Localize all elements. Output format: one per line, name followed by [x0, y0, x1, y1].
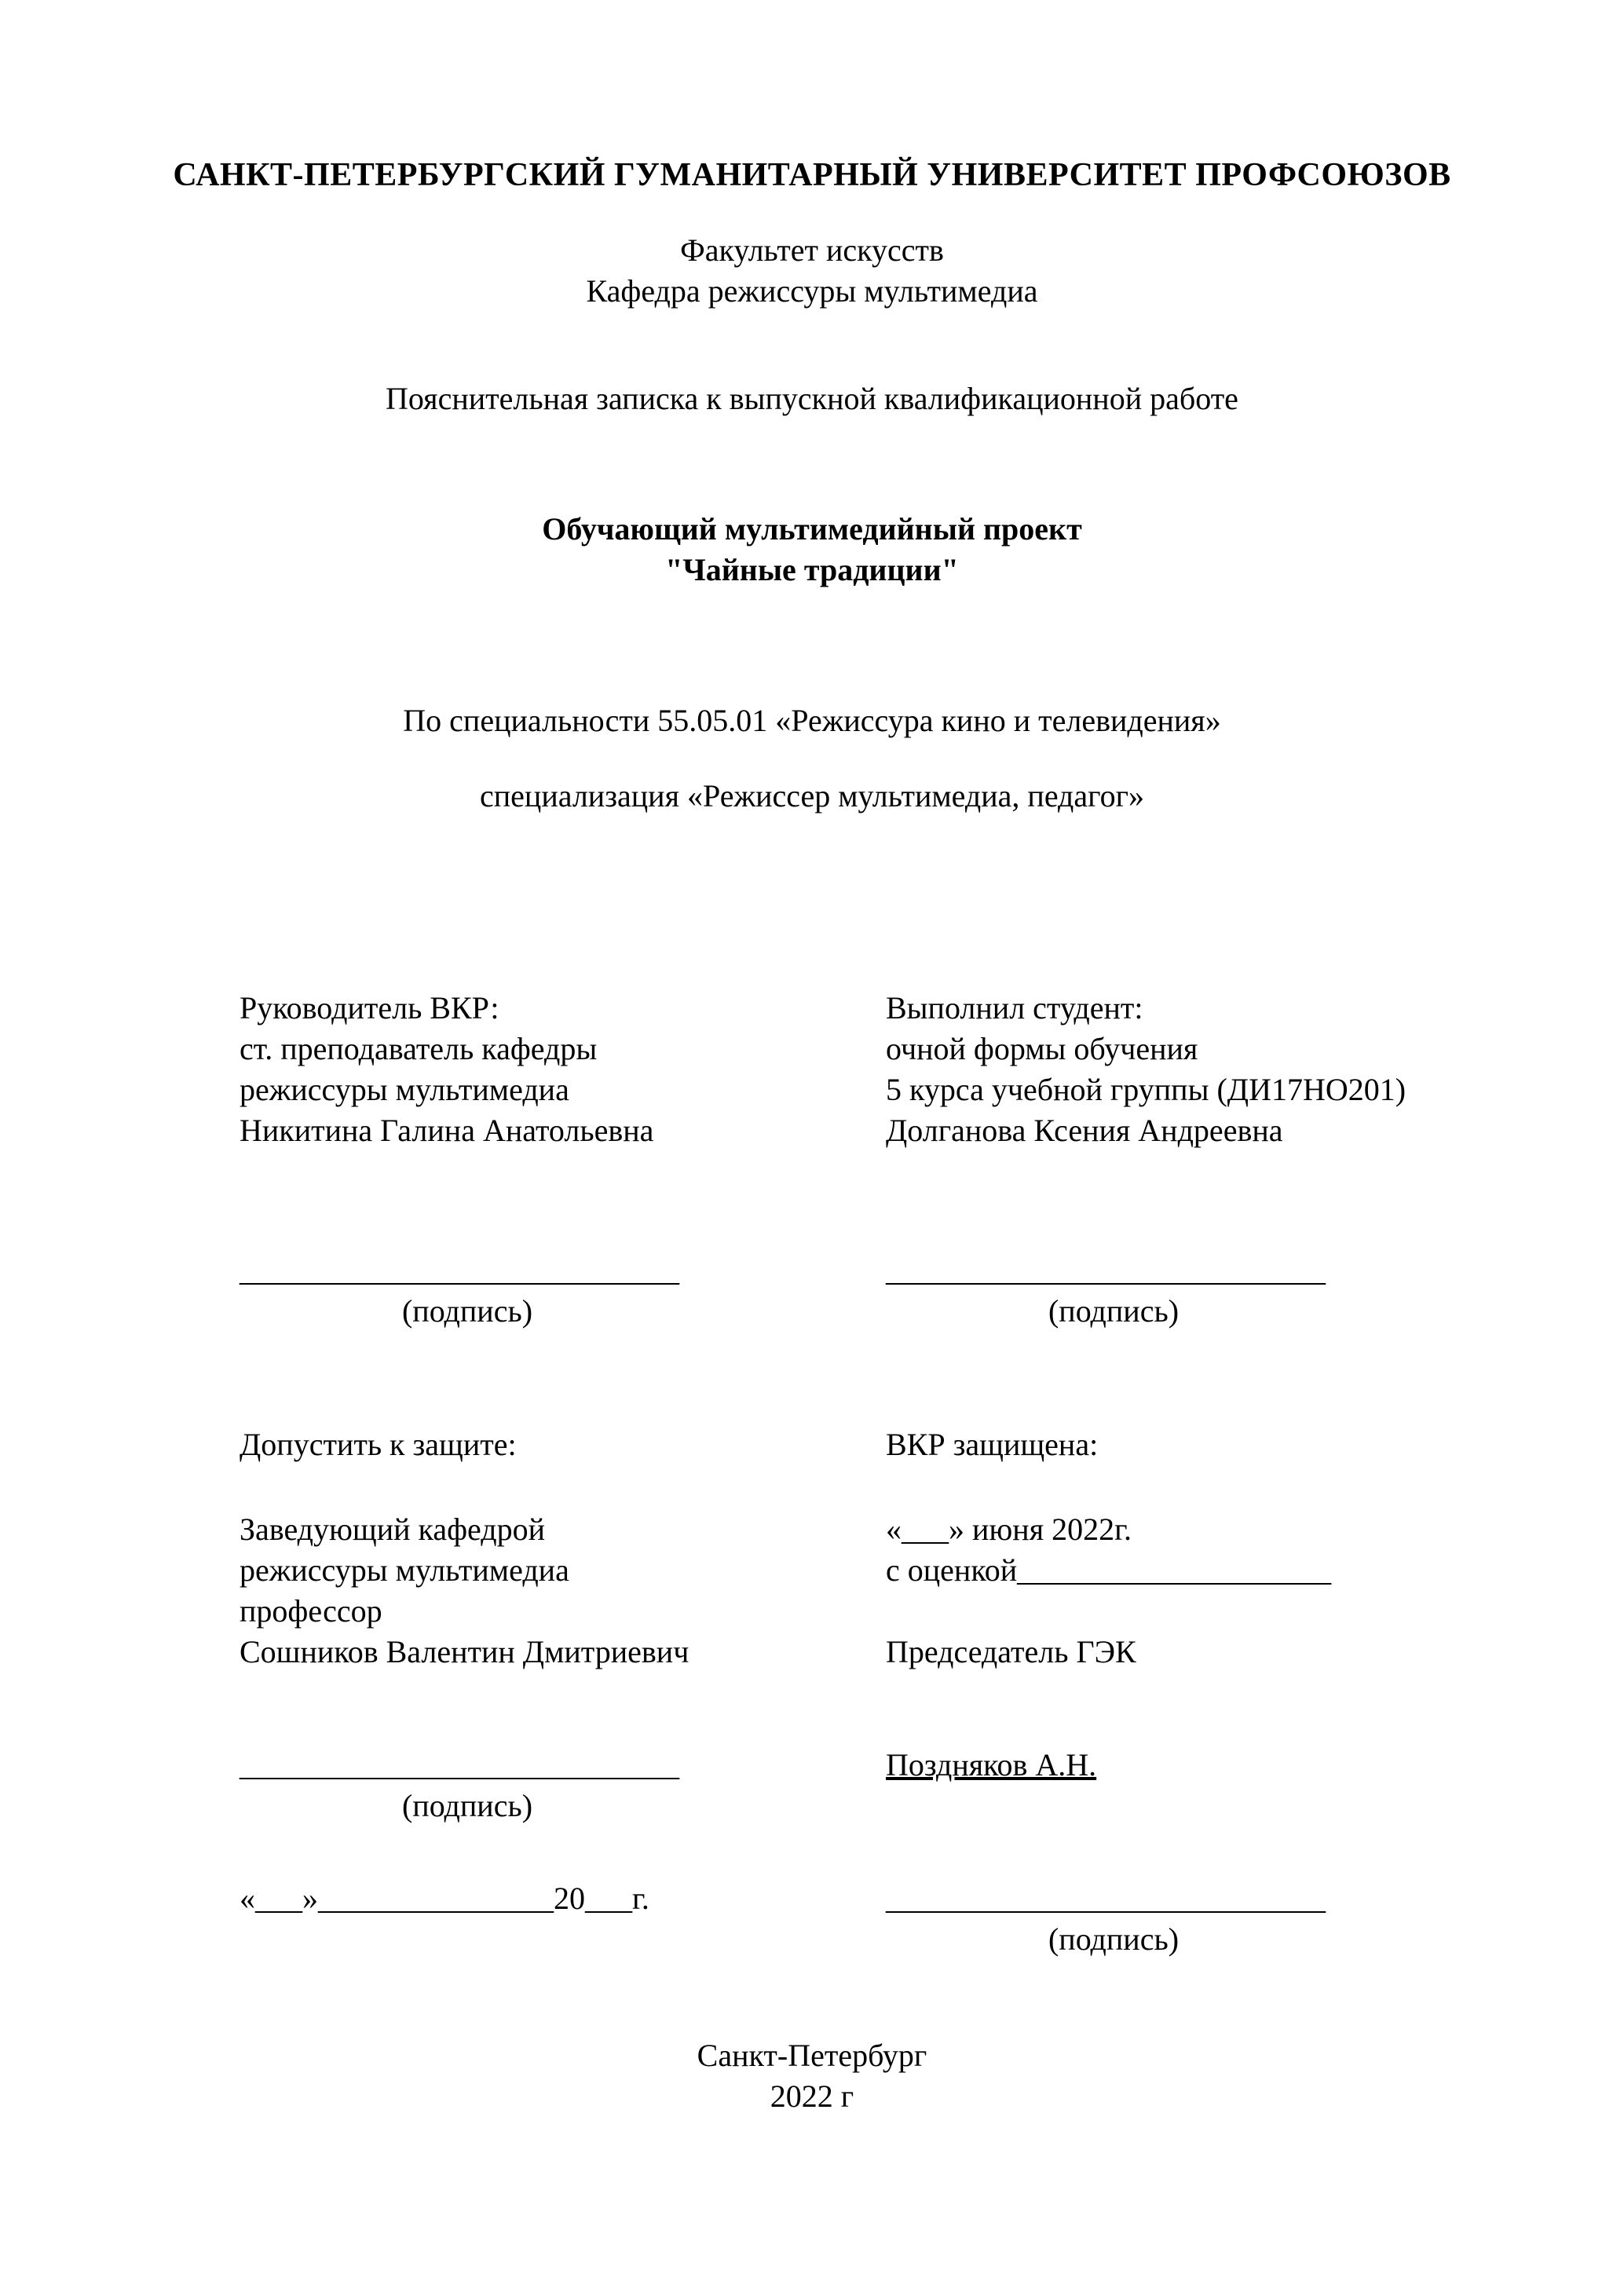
admission-heading: Допустить к защите: [240, 1427, 517, 1462]
university-name: САНКТ-ПЕТЕРБУРГСКИЙ ГУМАНИТАРНЫЙ УНИВЕРСИТЕТ ПРОФСОЮЗОВ [173, 157, 1451, 193]
student-signature-area [886, 1250, 1341, 1332]
head-title-2: режиссуры мультимедиа [240, 1552, 569, 1588]
student-name: Долганова Ксения Андреевна [886, 1113, 1283, 1148]
chairman-signature-line: ____________________________ [886, 1881, 1326, 1916]
student-study-form: очной формы обучения [886, 1031, 1198, 1066]
department-line: Кафедра режиссуры мультимедиа [586, 272, 1038, 309]
chairman-name: Поздняков А.Н. [886, 1747, 1097, 1782]
document-footer [0, 2035, 1624, 2117]
specialty-line: По специальности 55.05.01 «Режиссура кино и телевидения» [403, 703, 1221, 738]
defense-heading: ВКР защищена: [886, 1427, 1099, 1462]
work-title-line-2: "Чайные традиции" [665, 552, 959, 587]
faculty-line: Факультет искусств [680, 232, 944, 268]
supervisor-role: Руководитель ВКР: [240, 990, 499, 1026]
head-name: Сошников Валентин Дмитриевич [240, 1634, 689, 1669]
work-title-line-1: Обучающий мультимедийный проект [542, 511, 1082, 547]
student-block [886, 988, 1561, 1151]
grade-line: с оценкой____________________ [886, 1552, 1332, 1588]
chairman-title: Председатель ГЭК [886, 1634, 1136, 1669]
head-signature-line: ____________________________ [240, 1747, 679, 1782]
supervisor-signature-area [240, 1250, 695, 1332]
city-line: Санкт-Петербург [697, 2038, 927, 2073]
chairman-signature-area [886, 1878, 1341, 1960]
student-signature-caption: (подпись) [1048, 1293, 1180, 1329]
supervisor-block [240, 988, 836, 1151]
head-signature-caption: (подпись) [401, 1788, 533, 1823]
year-line: 2022 г [770, 2078, 854, 2114]
head-title-3: профессор [240, 1593, 382, 1629]
chairman-name-area [886, 1745, 1561, 1786]
supervisor-position-2: режиссуры мультимедиа [240, 1072, 569, 1107]
student-signature-line: ____________________________ [886, 1252, 1326, 1288]
defense-block [886, 1509, 1561, 1673]
supervisor-name: Никитина Галина Анатольевна [240, 1113, 654, 1148]
work-title [0, 509, 1624, 590]
admission-date-line: «___»_______________20___г. [240, 1881, 649, 1916]
head-of-department-block [240, 1509, 836, 1673]
supervisor-signature-caption: (подпись) [401, 1293, 533, 1329]
supervisor-signature-line: ____________________________ [240, 1252, 679, 1288]
document-header [0, 154, 1624, 312]
doc-type-line: Пояснительная записка к выпускной квалификационной работе [386, 381, 1238, 416]
student-group: 5 курса учебной группы (ДИ17НО201) [886, 1072, 1406, 1107]
specialization-line: специализация «Режиссер мультимедиа, педагог» [480, 778, 1144, 813]
chairman-signature-caption: (подпись) [1048, 1921, 1180, 1957]
defense-date-line: «___» июня 2022г. [886, 1512, 1132, 1547]
student-role: Выполнил студент: [886, 990, 1143, 1026]
head-signature-area [240, 1745, 695, 1826]
supervisor-position-1: ст. преподаватель кафедры [240, 1031, 598, 1066]
head-title-1: Заведующий кафедрой [240, 1512, 546, 1547]
